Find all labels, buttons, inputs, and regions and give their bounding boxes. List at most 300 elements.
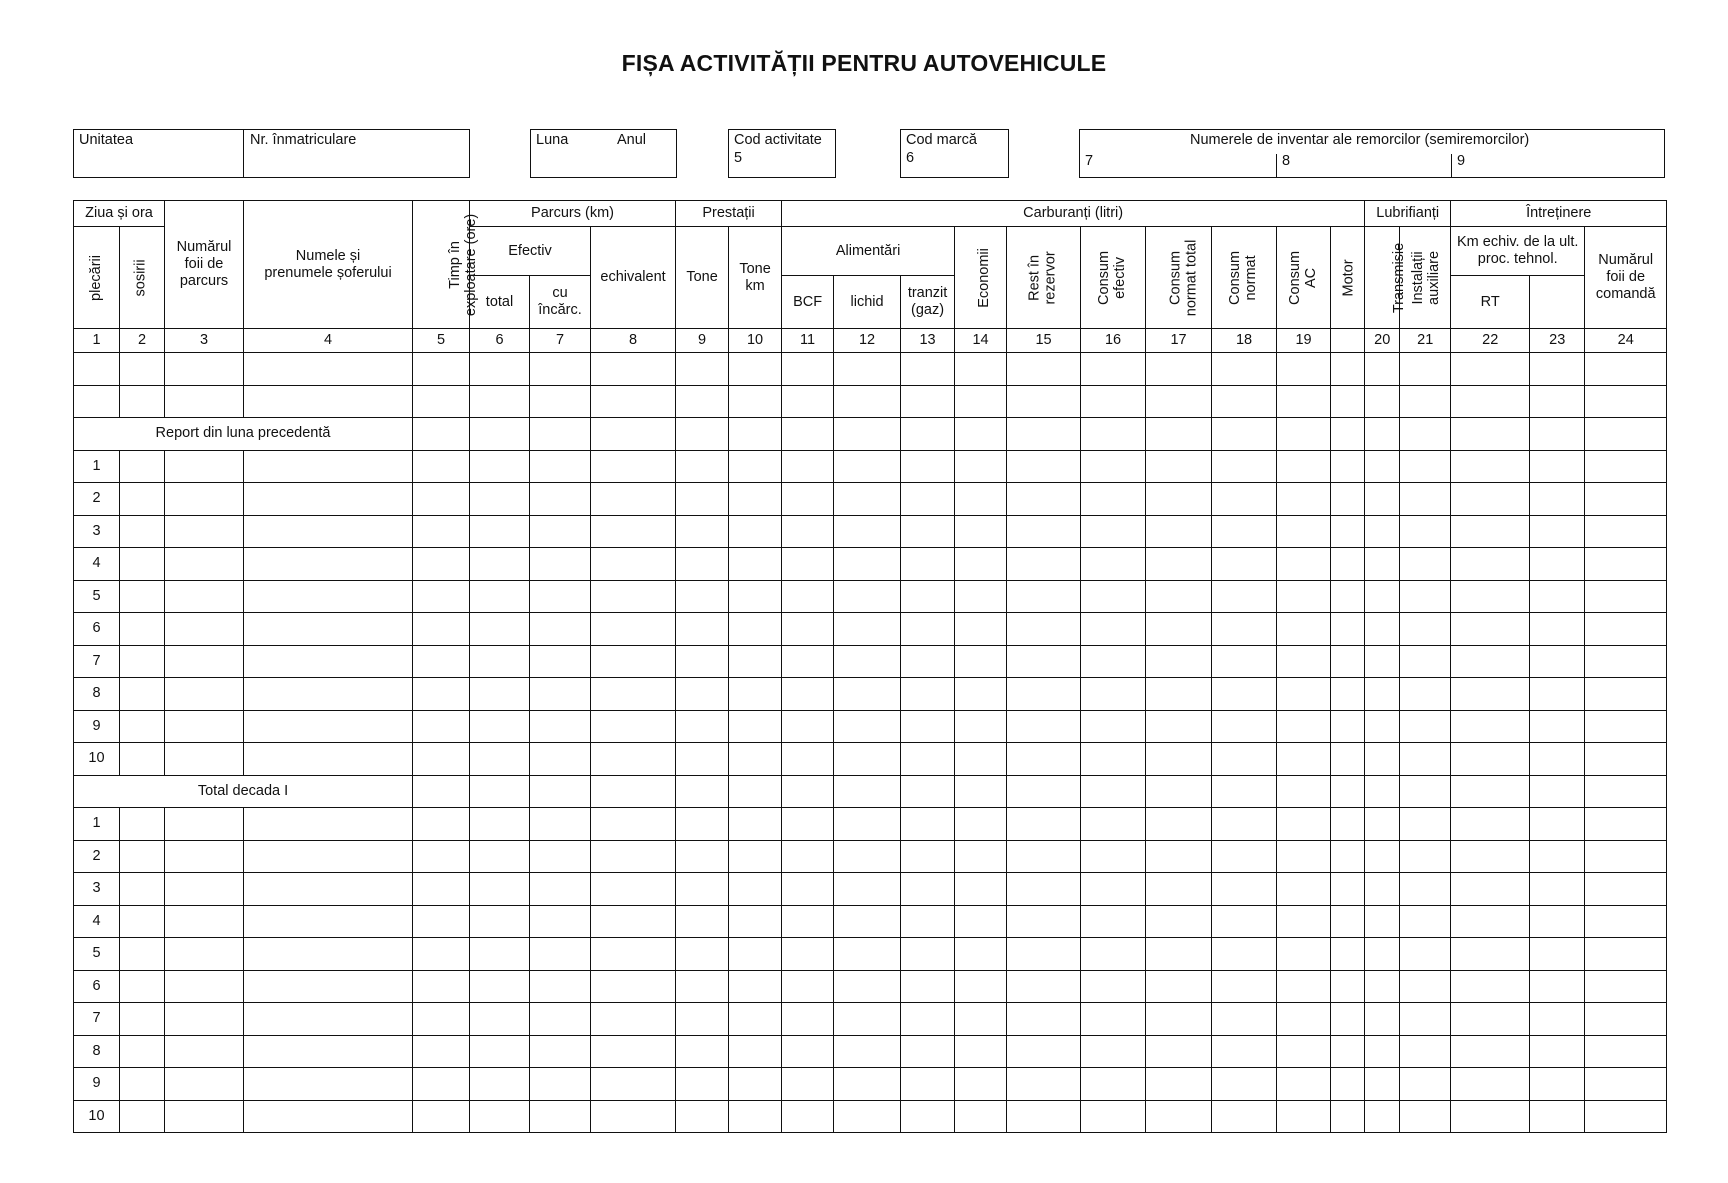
table-cell[interactable]: [1081, 483, 1146, 516]
table-cell[interactable]: [1585, 678, 1667, 711]
table-cell[interactable]: [413, 1100, 470, 1133]
table-cell[interactable]: [1146, 775, 1212, 808]
table-cell[interactable]: [901, 1068, 955, 1101]
table-cell[interactable]: [1277, 385, 1331, 418]
table-cell[interactable]: [530, 938, 591, 971]
table-cell[interactable]: [1007, 548, 1081, 581]
table-cell[interactable]: [782, 775, 834, 808]
table-cell[interactable]: [1400, 970, 1451, 1003]
table-cell[interactable]: [1331, 905, 1365, 938]
table-cell[interactable]: [901, 840, 955, 873]
table-cell[interactable]: [1146, 1100, 1212, 1133]
table-cell[interactable]: [591, 580, 676, 613]
table-cell[interactable]: [1585, 515, 1667, 548]
table-cell[interactable]: [470, 743, 530, 776]
table-cell[interactable]: [955, 613, 1007, 646]
table-cell[interactable]: [1365, 515, 1400, 548]
table-cell[interactable]: [1007, 1035, 1081, 1068]
table-cell[interactable]: [782, 938, 834, 971]
table-cell[interactable]: [1277, 450, 1331, 483]
table-cell[interactable]: [120, 450, 165, 483]
table-cell[interactable]: [1400, 1035, 1451, 1068]
table-cell[interactable]: [1146, 613, 1212, 646]
table-cell[interactable]: [1530, 1003, 1585, 1036]
table-cell[interactable]: [1331, 808, 1365, 841]
table-cell[interactable]: [165, 385, 244, 418]
table-cell[interactable]: [1007, 353, 1081, 386]
table-cell[interactable]: [676, 905, 729, 938]
table-cell[interactable]: [1212, 418, 1277, 451]
table-cell[interactable]: [470, 515, 530, 548]
table-cell[interactable]: [591, 385, 676, 418]
table-cell[interactable]: [1365, 613, 1400, 646]
table-cell[interactable]: [1007, 678, 1081, 711]
table-cell[interactable]: [729, 645, 782, 678]
table-cell[interactable]: [955, 1068, 1007, 1101]
table-cell[interactable]: [413, 970, 470, 1003]
table-cell[interactable]: [1081, 743, 1146, 776]
table-cell[interactable]: [591, 1100, 676, 1133]
table-cell[interactable]: [120, 970, 165, 1003]
table-cell[interactable]: [782, 743, 834, 776]
table-cell[interactable]: [244, 678, 413, 711]
table-cell[interactable]: [1331, 548, 1365, 581]
table-cell[interactable]: [834, 418, 901, 451]
table-cell[interactable]: [1007, 840, 1081, 873]
table-cell[interactable]: [1212, 645, 1277, 678]
table-cell[interactable]: [1277, 970, 1331, 1003]
table-cell[interactable]: [1277, 710, 1331, 743]
table-cell[interactable]: [1530, 775, 1585, 808]
table-cell[interactable]: [1212, 353, 1277, 386]
table-cell[interactable]: [591, 808, 676, 841]
table-cell[interactable]: [1530, 580, 1585, 613]
table-cell[interactable]: [1081, 678, 1146, 711]
table-cell[interactable]: [1365, 905, 1400, 938]
table-cell[interactable]: [1365, 840, 1400, 873]
table-cell[interactable]: [1081, 1003, 1146, 1036]
table-cell[interactable]: [1365, 970, 1400, 1003]
table-cell[interactable]: [782, 418, 834, 451]
table-cell[interactable]: [1212, 613, 1277, 646]
table-cell[interactable]: [470, 808, 530, 841]
table-cell[interactable]: [782, 580, 834, 613]
table-cell[interactable]: [1585, 580, 1667, 613]
table-cell[interactable]: [1007, 418, 1081, 451]
table-cell[interactable]: [165, 548, 244, 581]
table-cell[interactable]: [591, 743, 676, 776]
table-cell[interactable]: [1400, 1100, 1451, 1133]
table-cell[interactable]: [1451, 970, 1530, 1003]
table-cell[interactable]: [834, 938, 901, 971]
table-cell[interactable]: [1331, 938, 1365, 971]
table-cell[interactable]: [782, 353, 834, 386]
table-cell[interactable]: [1451, 840, 1530, 873]
table-cell[interactable]: [834, 743, 901, 776]
table-cell[interactable]: [901, 938, 955, 971]
table-cell[interactable]: [120, 840, 165, 873]
table-cell[interactable]: [244, 905, 413, 938]
table-cell[interactable]: [1585, 905, 1667, 938]
table-cell[interactable]: [676, 1003, 729, 1036]
table-cell[interactable]: [955, 1100, 1007, 1133]
table-cell[interactable]: [729, 1003, 782, 1036]
table-cell[interactable]: [470, 840, 530, 873]
table-cell[interactable]: [1530, 808, 1585, 841]
table-cell[interactable]: [530, 1100, 591, 1133]
table-cell[interactable]: [591, 840, 676, 873]
table-cell[interactable]: [413, 678, 470, 711]
table-cell[interactable]: [1007, 1003, 1081, 1036]
cod-marca-box[interactable]: [900, 129, 1009, 178]
table-cell[interactable]: [1365, 938, 1400, 971]
table-cell[interactable]: [1365, 1068, 1400, 1101]
table-cell[interactable]: [1081, 1100, 1146, 1133]
table-cell[interactable]: [1530, 353, 1585, 386]
table-cell[interactable]: [470, 418, 530, 451]
table-cell[interactable]: [244, 710, 413, 743]
table-cell[interactable]: [676, 548, 729, 581]
table-cell[interactable]: [729, 905, 782, 938]
table-cell[interactable]: [1081, 970, 1146, 1003]
table-cell[interactable]: [1007, 1068, 1081, 1101]
table-cell[interactable]: [782, 1100, 834, 1133]
table-cell[interactable]: [901, 1035, 955, 1068]
table-cell[interactable]: [1212, 873, 1277, 906]
table-cell[interactable]: [244, 385, 413, 418]
table-cell[interactable]: [1585, 743, 1667, 776]
table-cell[interactable]: [1212, 678, 1277, 711]
table-cell[interactable]: [1007, 938, 1081, 971]
table-cell[interactable]: [1146, 808, 1212, 841]
table-cell[interactable]: [901, 353, 955, 386]
table-cell[interactable]: [1530, 905, 1585, 938]
table-cell[interactable]: [955, 678, 1007, 711]
table-cell[interactable]: [244, 743, 413, 776]
table-cell[interactable]: [165, 1100, 244, 1133]
table-cell[interactable]: [470, 613, 530, 646]
table-cell[interactable]: [1451, 1035, 1530, 1068]
table-cell[interactable]: [834, 645, 901, 678]
table-cell[interactable]: [676, 645, 729, 678]
table-cell[interactable]: [1451, 645, 1530, 678]
table-cell[interactable]: [1585, 418, 1667, 451]
table-cell[interactable]: [729, 385, 782, 418]
table-cell[interactable]: [955, 385, 1007, 418]
table-cell[interactable]: [955, 938, 1007, 971]
table-cell[interactable]: [1331, 678, 1365, 711]
table-cell[interactable]: [1007, 515, 1081, 548]
table-cell[interactable]: [729, 483, 782, 516]
table-cell[interactable]: [165, 678, 244, 711]
table-cell[interactable]: [834, 1068, 901, 1101]
table-cell[interactable]: [120, 645, 165, 678]
table-cell[interactable]: [1365, 450, 1400, 483]
table-cell[interactable]: [1585, 1003, 1667, 1036]
table-cell[interactable]: [834, 710, 901, 743]
table-cell[interactable]: [1277, 1068, 1331, 1101]
table-cell[interactable]: [244, 515, 413, 548]
table-cell[interactable]: [1212, 905, 1277, 938]
table-cell[interactable]: [244, 1100, 413, 1133]
table-cell[interactable]: [901, 808, 955, 841]
table-cell[interactable]: [1365, 353, 1400, 386]
table-cell[interactable]: [1081, 775, 1146, 808]
table-cell[interactable]: [1331, 970, 1365, 1003]
table-cell[interactable]: [676, 743, 729, 776]
table-cell[interactable]: [834, 1003, 901, 1036]
table-cell[interactable]: [413, 938, 470, 971]
table-cell[interactable]: [470, 645, 530, 678]
table-cell[interactable]: [1451, 580, 1530, 613]
table-cell[interactable]: [120, 580, 165, 613]
table-cell[interactable]: [676, 385, 729, 418]
table-cell[interactable]: [165, 1068, 244, 1101]
table-cell[interactable]: [1400, 1068, 1451, 1101]
table-cell[interactable]: [1277, 678, 1331, 711]
table-cell[interactable]: [955, 873, 1007, 906]
table-cell[interactable]: [1451, 905, 1530, 938]
table-cell[interactable]: [834, 548, 901, 581]
table-cell[interactable]: [1146, 905, 1212, 938]
remorci-box[interactable]: [1079, 129, 1665, 178]
table-cell[interactable]: [470, 385, 530, 418]
table-cell[interactable]: [1007, 743, 1081, 776]
table-cell[interactable]: [1400, 548, 1451, 581]
table-cell[interactable]: [530, 743, 591, 776]
table-cell[interactable]: [1081, 353, 1146, 386]
table-cell[interactable]: [834, 353, 901, 386]
table-cell[interactable]: [591, 710, 676, 743]
table-cell[interactable]: [1530, 1100, 1585, 1133]
table-cell[interactable]: [782, 483, 834, 516]
table-cell[interactable]: [1212, 840, 1277, 873]
table-cell[interactable]: [120, 1003, 165, 1036]
table-cell[interactable]: [1400, 385, 1451, 418]
table-cell[interactable]: [676, 678, 729, 711]
table-cell[interactable]: [1585, 483, 1667, 516]
table-cell[interactable]: [1007, 645, 1081, 678]
table-cell[interactable]: [676, 613, 729, 646]
table-cell[interactable]: [1530, 418, 1585, 451]
table-cell[interactable]: [1277, 580, 1331, 613]
table-cell[interactable]: [165, 483, 244, 516]
table-cell[interactable]: [782, 385, 834, 418]
table-cell[interactable]: [1400, 905, 1451, 938]
table-cell[interactable]: [729, 1035, 782, 1068]
table-cell[interactable]: [1585, 970, 1667, 1003]
table-cell[interactable]: [165, 645, 244, 678]
table-cell[interactable]: [1081, 1068, 1146, 1101]
table-cell[interactable]: [530, 613, 591, 646]
table-cell[interactable]: [1451, 743, 1530, 776]
table-cell[interactable]: [1400, 515, 1451, 548]
table-cell[interactable]: [1277, 743, 1331, 776]
table-cell[interactable]: [413, 1068, 470, 1101]
table-cell[interactable]: [591, 645, 676, 678]
table-cell[interactable]: [413, 613, 470, 646]
table-cell[interactable]: [120, 515, 165, 548]
table-cell[interactable]: [1212, 1068, 1277, 1101]
table-cell[interactable]: [955, 1003, 1007, 1036]
table-cell[interactable]: [1007, 873, 1081, 906]
table-cell[interactable]: [1331, 840, 1365, 873]
table-cell[interactable]: [1007, 775, 1081, 808]
table-cell[interactable]: [591, 1068, 676, 1101]
table-cell[interactable]: [834, 905, 901, 938]
table-cell[interactable]: [729, 808, 782, 841]
table-cell[interactable]: [165, 1035, 244, 1068]
table-cell[interactable]: [1007, 1100, 1081, 1133]
table-cell[interactable]: [782, 678, 834, 711]
table-cell[interactable]: [729, 970, 782, 1003]
table-cell[interactable]: [1585, 1035, 1667, 1068]
table-cell[interactable]: [413, 548, 470, 581]
table-cell[interactable]: [165, 808, 244, 841]
table-cell[interactable]: [729, 840, 782, 873]
table-cell[interactable]: [165, 613, 244, 646]
table-cell[interactable]: [165, 450, 244, 483]
table-cell[interactable]: [1146, 418, 1212, 451]
table-cell[interactable]: [1277, 613, 1331, 646]
table-cell[interactable]: [413, 385, 470, 418]
table-cell[interactable]: [901, 613, 955, 646]
table-cell[interactable]: [1277, 840, 1331, 873]
table-cell[interactable]: [1212, 808, 1277, 841]
table-cell[interactable]: [676, 1035, 729, 1068]
table-cell[interactable]: [1146, 385, 1212, 418]
table-cell[interactable]: [1331, 645, 1365, 678]
table-cell[interactable]: [676, 938, 729, 971]
table-cell[interactable]: [729, 873, 782, 906]
table-cell[interactable]: [901, 385, 955, 418]
table-cell[interactable]: [955, 353, 1007, 386]
table-cell[interactable]: [244, 873, 413, 906]
table-cell[interactable]: [676, 710, 729, 743]
table-cell[interactable]: [834, 678, 901, 711]
table-cell[interactable]: [1451, 1003, 1530, 1036]
table-cell[interactable]: [1146, 580, 1212, 613]
table-cell[interactable]: [1081, 808, 1146, 841]
table-cell[interactable]: [470, 1035, 530, 1068]
table-cell[interactable]: [530, 905, 591, 938]
table-cell[interactable]: [834, 840, 901, 873]
table-cell[interactable]: [1146, 515, 1212, 548]
table-cell[interactable]: [901, 710, 955, 743]
table-cell[interactable]: [530, 450, 591, 483]
table-cell[interactable]: [1451, 1068, 1530, 1101]
table-cell[interactable]: [244, 483, 413, 516]
table-cell[interactable]: [1451, 450, 1530, 483]
table-cell[interactable]: [1585, 873, 1667, 906]
table-cell[interactable]: [1212, 970, 1277, 1003]
cod-activitate-box[interactable]: [728, 129, 836, 178]
table-cell[interactable]: [955, 580, 1007, 613]
table-cell[interactable]: [1331, 743, 1365, 776]
table-cell[interactable]: [120, 613, 165, 646]
table-cell[interactable]: [782, 1003, 834, 1036]
table-cell[interactable]: [1585, 1100, 1667, 1133]
table-cell[interactable]: [729, 548, 782, 581]
table-cell[interactable]: [470, 548, 530, 581]
table-cell[interactable]: [1331, 515, 1365, 548]
table-cell[interactable]: [1400, 775, 1451, 808]
table-cell[interactable]: [413, 483, 470, 516]
table-cell[interactable]: [244, 613, 413, 646]
table-cell[interactable]: [1212, 385, 1277, 418]
table-cell[interactable]: [729, 418, 782, 451]
table-cell[interactable]: [1331, 1100, 1365, 1133]
table-cell[interactable]: [120, 548, 165, 581]
table-cell[interactable]: [1451, 1100, 1530, 1133]
table-cell[interactable]: [530, 678, 591, 711]
table-cell[interactable]: [1081, 938, 1146, 971]
table-cell[interactable]: [244, 450, 413, 483]
table-cell[interactable]: [955, 515, 1007, 548]
luna-anul-box[interactable]: [530, 129, 677, 178]
table-cell[interactable]: [782, 645, 834, 678]
table-cell[interactable]: [120, 808, 165, 841]
table-cell[interactable]: [1585, 710, 1667, 743]
table-cell[interactable]: [1007, 905, 1081, 938]
table-cell[interactable]: [1331, 450, 1365, 483]
table-cell[interactable]: [1365, 1003, 1400, 1036]
table-cell[interactable]: [1081, 645, 1146, 678]
table-cell[interactable]: [1146, 873, 1212, 906]
table-cell[interactable]: [1007, 970, 1081, 1003]
table-cell[interactable]: [834, 580, 901, 613]
table-cell[interactable]: [1146, 548, 1212, 581]
table-cell[interactable]: [470, 970, 530, 1003]
table-cell[interactable]: [1585, 450, 1667, 483]
table-cell[interactable]: [530, 808, 591, 841]
table-cell[interactable]: [729, 743, 782, 776]
table-cell[interactable]: [591, 873, 676, 906]
table-cell[interactable]: [1146, 1035, 1212, 1068]
table-cell[interactable]: [955, 840, 1007, 873]
table-cell[interactable]: [120, 1068, 165, 1101]
table-cell[interactable]: [1081, 418, 1146, 451]
table-cell[interactable]: [1530, 483, 1585, 516]
table-cell[interactable]: [1400, 450, 1451, 483]
table-cell[interactable]: [1400, 1003, 1451, 1036]
table-cell[interactable]: [1212, 450, 1277, 483]
table-cell[interactable]: [530, 1003, 591, 1036]
table-cell[interactable]: [1081, 515, 1146, 548]
table-cell[interactable]: [1451, 353, 1530, 386]
table-cell[interactable]: [591, 483, 676, 516]
table-cell[interactable]: [1081, 873, 1146, 906]
table-cell[interactable]: [901, 548, 955, 581]
table-cell[interactable]: [530, 840, 591, 873]
table-cell[interactable]: [413, 353, 470, 386]
table-cell[interactable]: [1530, 515, 1585, 548]
table-cell[interactable]: [1451, 418, 1530, 451]
table-cell[interactable]: [413, 873, 470, 906]
table-cell[interactable]: [955, 905, 1007, 938]
table-cell[interactable]: [676, 483, 729, 516]
table-cell[interactable]: [1277, 353, 1331, 386]
table-cell[interactable]: [591, 515, 676, 548]
table-cell[interactable]: [470, 1100, 530, 1133]
table-cell[interactable]: [1146, 645, 1212, 678]
table-cell[interactable]: [1331, 1068, 1365, 1101]
table-cell[interactable]: [1331, 710, 1365, 743]
table-cell[interactable]: [1365, 678, 1400, 711]
table-cell[interactable]: [1365, 385, 1400, 418]
table-cell[interactable]: [782, 1068, 834, 1101]
table-cell[interactable]: [120, 1100, 165, 1133]
